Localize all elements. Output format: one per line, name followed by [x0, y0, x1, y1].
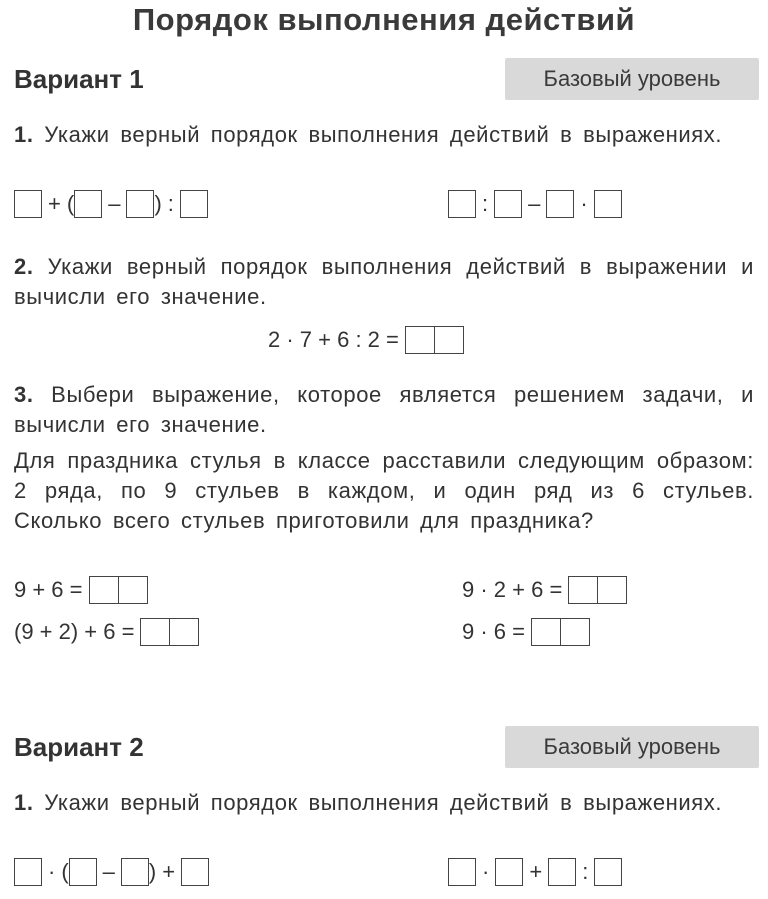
answer-box[interactable]	[495, 858, 523, 886]
v2-task-1-text: Укажи верный порядок выполнения действий в выражениях.	[44, 790, 723, 815]
v1-task-3-option-3	[462, 576, 627, 604]
open-paren: (	[61, 859, 69, 884]
variant-1-level-badge: Базовый уровень	[505, 58, 759, 100]
v1-task-2	[14, 252, 754, 312]
close-paren: )	[148, 859, 157, 884]
v2-task-1-number: 1.	[14, 790, 34, 815]
operator: :	[167, 191, 174, 216]
variant-1-title: Вариант 1	[14, 64, 144, 94]
operator: +	[48, 191, 61, 216]
v1-task-2-expression	[268, 326, 464, 354]
v1-task-3	[14, 380, 754, 440]
answer-box-double[interactable]	[568, 576, 627, 604]
v1-task-1-expression-right	[448, 190, 622, 218]
v1-task-3-text: Выбери выражение, которое является решением задачи, и вычисли его значение.	[14, 382, 754, 437]
operator: ·	[482, 859, 490, 884]
option-expression: 9 · 6 =	[462, 619, 525, 644]
answer-box-double[interactable]	[140, 618, 199, 646]
v1-task-2-text: Укажи верный порядок выполнения действий в выражении и вычисли его значение.	[14, 254, 754, 309]
v1-task-3-number: 3.	[14, 382, 34, 407]
v1-task-1-expression-left	[14, 190, 208, 218]
operator: –	[102, 859, 115, 884]
v1-task-1	[14, 120, 754, 150]
option-expression: (9 + 2) + 6 =	[14, 619, 135, 644]
operator: :	[582, 859, 589, 884]
answer-box[interactable]	[448, 858, 476, 886]
operator: +	[162, 859, 176, 884]
page-title: Порядок выполнения действий	[132, 2, 636, 37]
answer-box-double[interactable]	[89, 576, 148, 604]
operator: :	[482, 191, 489, 216]
v2-task-1-expression-left	[14, 858, 209, 886]
answer-box[interactable]	[181, 858, 209, 886]
answer-box-double[interactable]	[405, 326, 464, 354]
operator: ·	[580, 191, 588, 216]
v1-task-3-problem: Для праздника стулья в классе расставили следующим образом: 2 ряда, по 9 стульев в каждом, и один ряд из 6 стульев. Сколько всего стульев приготовили для праздника?	[14, 448, 754, 533]
operator: –	[108, 191, 121, 216]
answer-box[interactable]	[180, 190, 208, 218]
answer-box[interactable]	[594, 190, 622, 218]
v1-task-3-option-2	[14, 618, 199, 646]
answer-box-double[interactable]	[531, 618, 590, 646]
answer-box[interactable]	[14, 858, 42, 886]
close-paren: )	[154, 191, 162, 216]
answer-box[interactable]	[74, 190, 102, 218]
operator: +	[529, 859, 543, 884]
v2-task-1	[14, 788, 754, 818]
open-paren: (	[66, 191, 75, 216]
answer-box[interactable]	[548, 858, 576, 886]
operator: –	[528, 191, 541, 216]
operator: ·	[48, 859, 56, 884]
v1-task-2-number: 2.	[14, 254, 34, 279]
answer-box[interactable]	[494, 190, 522, 218]
v1-task-3-option-4	[462, 618, 590, 646]
answer-box[interactable]	[126, 190, 154, 218]
answer-box[interactable]	[121, 858, 149, 886]
option-expression: 9 + 6 =	[14, 577, 83, 602]
variant-2-level-badge: Базовый уровень	[505, 726, 759, 768]
answer-box[interactable]	[69, 858, 97, 886]
answer-box[interactable]	[594, 858, 622, 886]
v2-task-1-expression-right	[448, 858, 622, 886]
answer-box[interactable]	[448, 190, 476, 218]
answer-box[interactable]	[14, 190, 42, 218]
expression-text: 2 · 7 + 6 : 2 =	[268, 327, 399, 352]
answer-box[interactable]	[546, 190, 574, 218]
v1-task-1-text: Укажи верный порядок выполнения действий в выражениях.	[44, 122, 723, 147]
v1-task-3-option-1	[14, 576, 148, 604]
v1-task-1-number: 1.	[14, 122, 34, 147]
option-expression: 9 · 2 + 6 =	[462, 577, 563, 602]
variant-2-title: Вариант 2	[14, 732, 144, 762]
